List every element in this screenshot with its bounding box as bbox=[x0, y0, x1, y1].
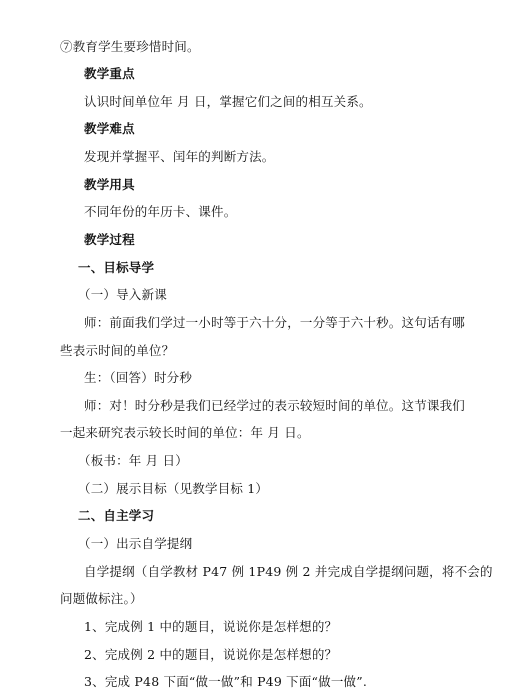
paragraph-line: 问题做标注。） bbox=[60, 591, 143, 606]
text-line-teaching-aids: 不同年份的年历卡、课件。 bbox=[84, 204, 237, 219]
paragraph-line: 生：（回答）时分秒 bbox=[84, 370, 193, 385]
heading-key-points: 教学重点 bbox=[84, 66, 135, 81]
list-item: 2、完成例 2 中的题目，说说你是怎样想的？ bbox=[84, 647, 338, 662]
paragraph-line: （板书：年 月 日） bbox=[78, 453, 188, 468]
paragraph-line: 自学提纲（自学教材 P47 例 1P49 例 2 并完成自学提纲问题，将不会的 bbox=[84, 564, 493, 579]
paragraph-line: 些表示时间的单位？ bbox=[60, 343, 175, 358]
subsection-heading-1-2: （二）展示目标（见教学目标 1） bbox=[78, 481, 269, 496]
paragraph-line: 师：前面我们学过一小时等于六十分，一分等于六十秒。这句话有哪 bbox=[84, 315, 466, 330]
heading-teaching-aids: 教学用具 bbox=[84, 177, 135, 192]
text-line-difficulties: 发现并掌握平、闰年的判断方法。 bbox=[84, 149, 275, 164]
paragraph-line: 师：对！时分秒是我们已经学过的表示较短时间的单位。这节课我们 bbox=[84, 398, 466, 413]
heading-teaching-process: 教学过程 bbox=[84, 232, 135, 247]
list-item: 1、完成例 1 中的题目，说说你是怎样想的？ bbox=[84, 619, 338, 634]
text-line-key-points: 认识时间单位年 月 日，掌握它们之间的相互关系。 bbox=[84, 94, 372, 109]
paragraph-line: 一起来研究表示较长时间的单位：年 月 日。 bbox=[60, 425, 310, 440]
text-line-goal-7: ⑦教育学生要珍惜时间。 bbox=[60, 39, 200, 54]
section-heading-1: 一、目标导学 bbox=[78, 260, 155, 275]
section-heading-2: 二、自主学习 bbox=[78, 508, 155, 523]
subsection-heading-2-1: （一）出示自学提纲 bbox=[78, 536, 193, 551]
list-item: 3、完成 P48 下面“做一做”和 P49 下面“做一做”. bbox=[84, 674, 368, 689]
subsection-heading-1-1: （一）导入新课 bbox=[78, 287, 167, 302]
heading-difficulties: 教学难点 bbox=[84, 121, 135, 136]
